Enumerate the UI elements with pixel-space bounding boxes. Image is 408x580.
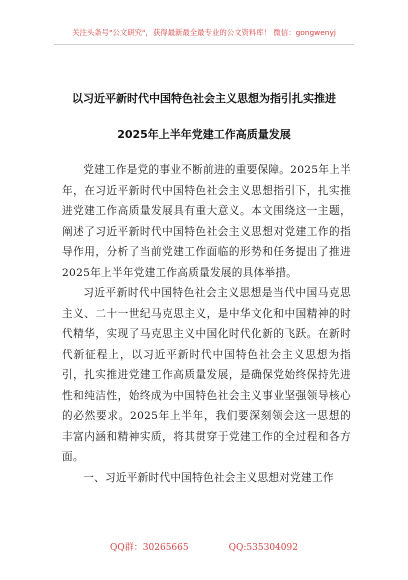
body-paragraph-thought: 习近平新时代中国特色社会主义思想是当代中国马克思主义、二十一世纪马克思主义，是中华文化和中国精神的时代精华，实现了马克思主义中国化时代化新的飞跃。在新时代新征程上，以习近平新时代中国特色社会主义思想为指引，扎实推进党建工作高质量发展，是确保党始终保持先进性和纯洁性，始终成为中国特色社会主义事业坚强领导核心的必然要求。2025年上半年，我们要深刻领会这一思想的丰富内涵和精神实质，将其贯穿于党建工作的全过程和各方面。 [62,287,351,463]
header-banner: 关注头条号"公文研究"，获得最新最全最专业的公文资料库！ 微信：gongwenyj [72,28,336,37]
footer-qq: QQ:535304092 [228,543,298,553]
footer-qq-group: QQ群：30265665 [110,543,189,553]
header-divider [54,44,354,45]
document-title-line-1: 以习近平新时代中国特色社会主义思想为指引扎实推进 [72,92,336,105]
body-paragraph-intro: 党建工作是党的事业不断前进的重要保障。2025年上半年，在习近平新时代中国特色社会主义思想指引下，扎实推进党建工作高质量发展具有重大意义。本文围绕这一主题，阐述了习近平新时代中国特色社会主义思想对党建工作的指导作用，分析了当前党建工作面临的形势和任务提出了推进2025年上半年党建工作高质量发展的具体举措。 [62,164,352,279]
document-title-line-2: 2025年上半年党建工作高质量发展 [117,128,291,141]
body-section-heading-1: 一、习近平新时代中国特色社会主义思想对党建工作 [83,471,334,484]
document-body [62,160,351,488]
footer-contact [0,540,408,553]
